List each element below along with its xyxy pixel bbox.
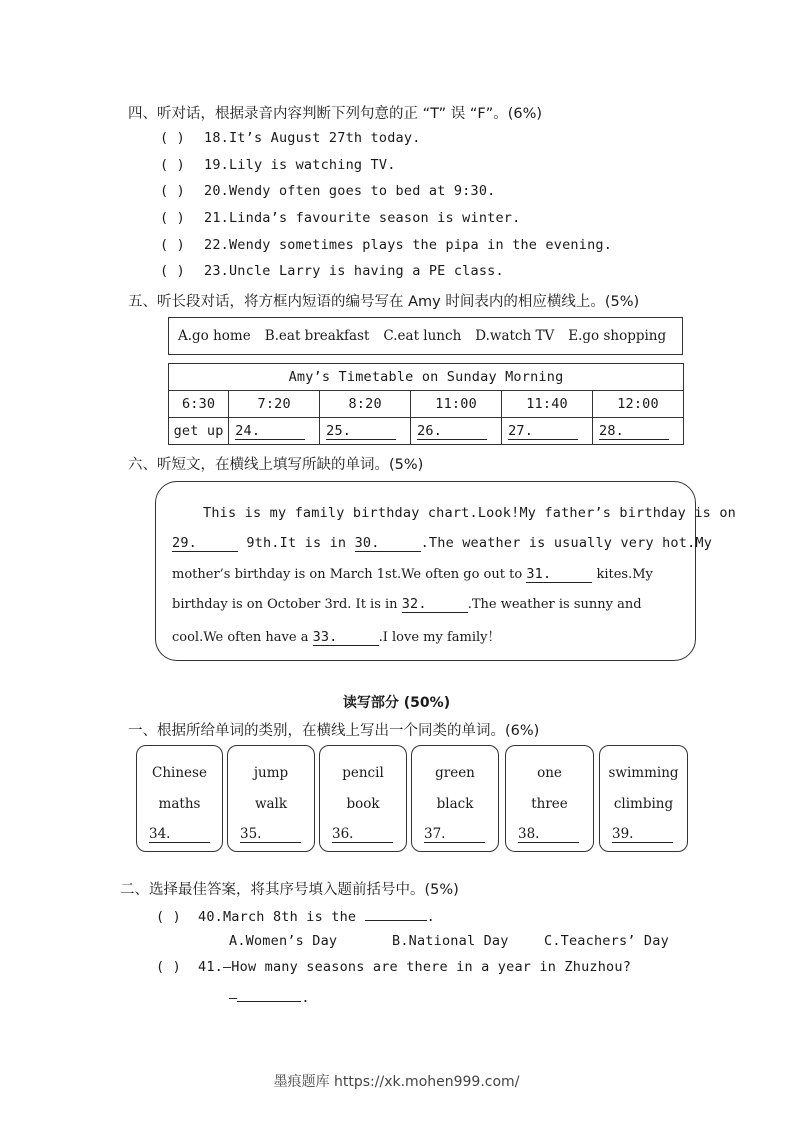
answer-paren[interactable]: ( ) [160,237,185,253]
section-title: 读写部分 (50%) [342,695,451,711]
answer-paren[interactable]: ( ) [160,157,185,173]
answer-blank[interactable] [365,906,427,921]
question-text: 21.Linda’s favourite season is winter. [204,210,521,226]
word-box [319,745,407,852]
passage-text: birthday is on October 3rd. It is in [172,597,398,612]
time-cell: 12:00 [593,391,684,418]
answer-blank[interactable]: 33. [313,629,379,646]
answer-row [229,987,310,1006]
question-row [156,959,631,975]
timetable [168,363,684,445]
choice-option: A.Women’s Day [229,933,338,949]
passage-text: cool.We often have a [172,630,309,645]
time-cell: 8:20 [320,391,411,418]
word-box [227,745,315,852]
answer-blank[interactable]: 27. [508,423,578,440]
passage-line [172,596,642,613]
option-item: C.eat lunch [383,328,462,344]
answer-blank[interactable]: 32. [402,596,468,613]
option-item: E.go shopping [568,328,667,344]
activity-blank-cell[interactable] [593,418,684,445]
question-row [156,906,435,925]
word-box [411,745,499,852]
answer-paren[interactable]: ( ) [160,183,185,199]
answer-blank[interactable]: 35. [240,826,301,843]
answer-blank[interactable]: 30. [355,535,421,552]
option-row [229,933,669,949]
word-box [136,745,223,852]
question-row [160,263,504,279]
dash: — [229,990,238,1006]
passage-line [172,535,712,552]
word: maths [158,796,201,812]
time-cell: 11:00 [411,391,502,418]
word: black [436,796,474,812]
word: swimming [608,765,679,781]
activity-cell: get up [169,418,229,445]
question-row [160,183,495,199]
word-box [599,745,688,852]
answer-paren[interactable]: ( ) [160,210,185,226]
question-row [160,237,612,253]
question-text: 19.Lily is watching TV. [204,157,396,173]
passage-line [172,566,653,583]
question-text: 22.Wendy sometimes plays the pipa in the evening. [204,237,613,253]
passage-line [172,626,501,646]
question-text: 20.Wendy often goes to bed at 9:30. [204,183,496,199]
choice-option: B.National Day [392,933,509,949]
answer-blank[interactable]: 26. [417,423,487,440]
question-text: 18.It’s August 27th today. [204,130,421,146]
answer-blank[interactable]: 37. [424,826,485,843]
activity-blank-cell[interactable] [502,418,593,445]
activity-blank-cell[interactable] [229,418,320,445]
answer-paren[interactable]: ( ) [160,263,185,279]
word: one [537,765,562,781]
word: green [435,765,475,781]
word: pencil [342,765,384,781]
time-cell: 7:20 [229,391,320,418]
options-box [168,317,683,355]
question-text: 23.Uncle Larry is having a PE class. [204,263,504,279]
passage-text: 9th.It is in [246,535,347,551]
timetable-title: Amy’s Timetable on Sunday Morning [169,364,684,391]
part5-heading: 五、听长段对话，将方框内短语的编号写在 Amy 时间表内的相应横线上。(5%) [128,294,640,310]
question-row [160,157,396,173]
passage-text: .I love my family！ [378,630,501,645]
part4-heading: 四、听对话，根据录音内容判断下列句意的正 “T” 误 “F”。(6%) [128,106,543,122]
answer-blank[interactable]: 25. [326,423,396,440]
activity-blank-cell[interactable] [411,418,502,445]
activity-blank-cell[interactable] [320,418,411,445]
answer-blank[interactable]: 39. [612,826,673,843]
word: three [531,796,568,812]
question-row [160,210,520,226]
answer-blank[interactable]: 28. [599,423,669,440]
passage-text: .The weather is usually very hot.My [420,535,713,551]
option-item: A.go home [178,328,251,344]
word: jump [253,765,289,781]
answer-paren[interactable]: ( ) [156,909,181,925]
punctuation: . [426,909,435,925]
question-text: 40.March 8th is the [198,909,357,925]
passage-text: mother’s birthday is on March 1st.We often go out to [172,567,523,582]
question-row [160,130,421,146]
passage-text: kites.My [596,567,653,582]
question-text: 41.—How many seasons are there in a year in Zhuzhou? [198,959,632,975]
answer-blank[interactable]: 34. [149,826,210,843]
footer-watermark: 墨痕题库 https://xk.mohen999.com/ [273,1074,520,1090]
answer-blank[interactable]: 36. [332,826,393,843]
time-row [169,391,684,418]
answer-blank[interactable]: 24. [235,423,305,440]
answer-blank[interactable] [237,987,301,1002]
time-cell: 11:40 [502,391,593,418]
word: walk [254,796,288,812]
rw2-heading: 二、选择最佳答案，将其序号填入题前括号中。(5%) [120,882,459,898]
word: book [346,796,380,812]
answer-blank[interactable]: 29. [172,535,238,552]
option-item: D.watch TV [475,328,555,344]
part6-heading: 六、听短文，在横线上填写所缺的单词。(5%) [128,457,424,473]
time-cell: 6:30 [169,391,229,418]
word: Chinese [152,765,207,781]
passage-text: .The weather is sunny and [467,597,642,612]
punctuation: . [301,990,310,1006]
activity-row [169,418,684,445]
answer-blank[interactable]: 38. [518,826,579,843]
choice-option: C.Teachers’ Day [544,933,669,949]
word: climbing [613,796,674,812]
answer-paren[interactable]: ( ) [156,959,181,975]
rw1-heading: 一、根据所给单词的类别，在横线上写出一个同类的单词。(6%) [128,723,540,739]
passage-line: This is my family birthday chart.Look!My father’s birthday is on [203,505,736,521]
answer-paren[interactable]: ( ) [160,130,185,146]
option-item: B.eat breakfast [264,328,370,344]
word-box [505,745,594,852]
answer-blank[interactable]: 31. [526,566,592,583]
